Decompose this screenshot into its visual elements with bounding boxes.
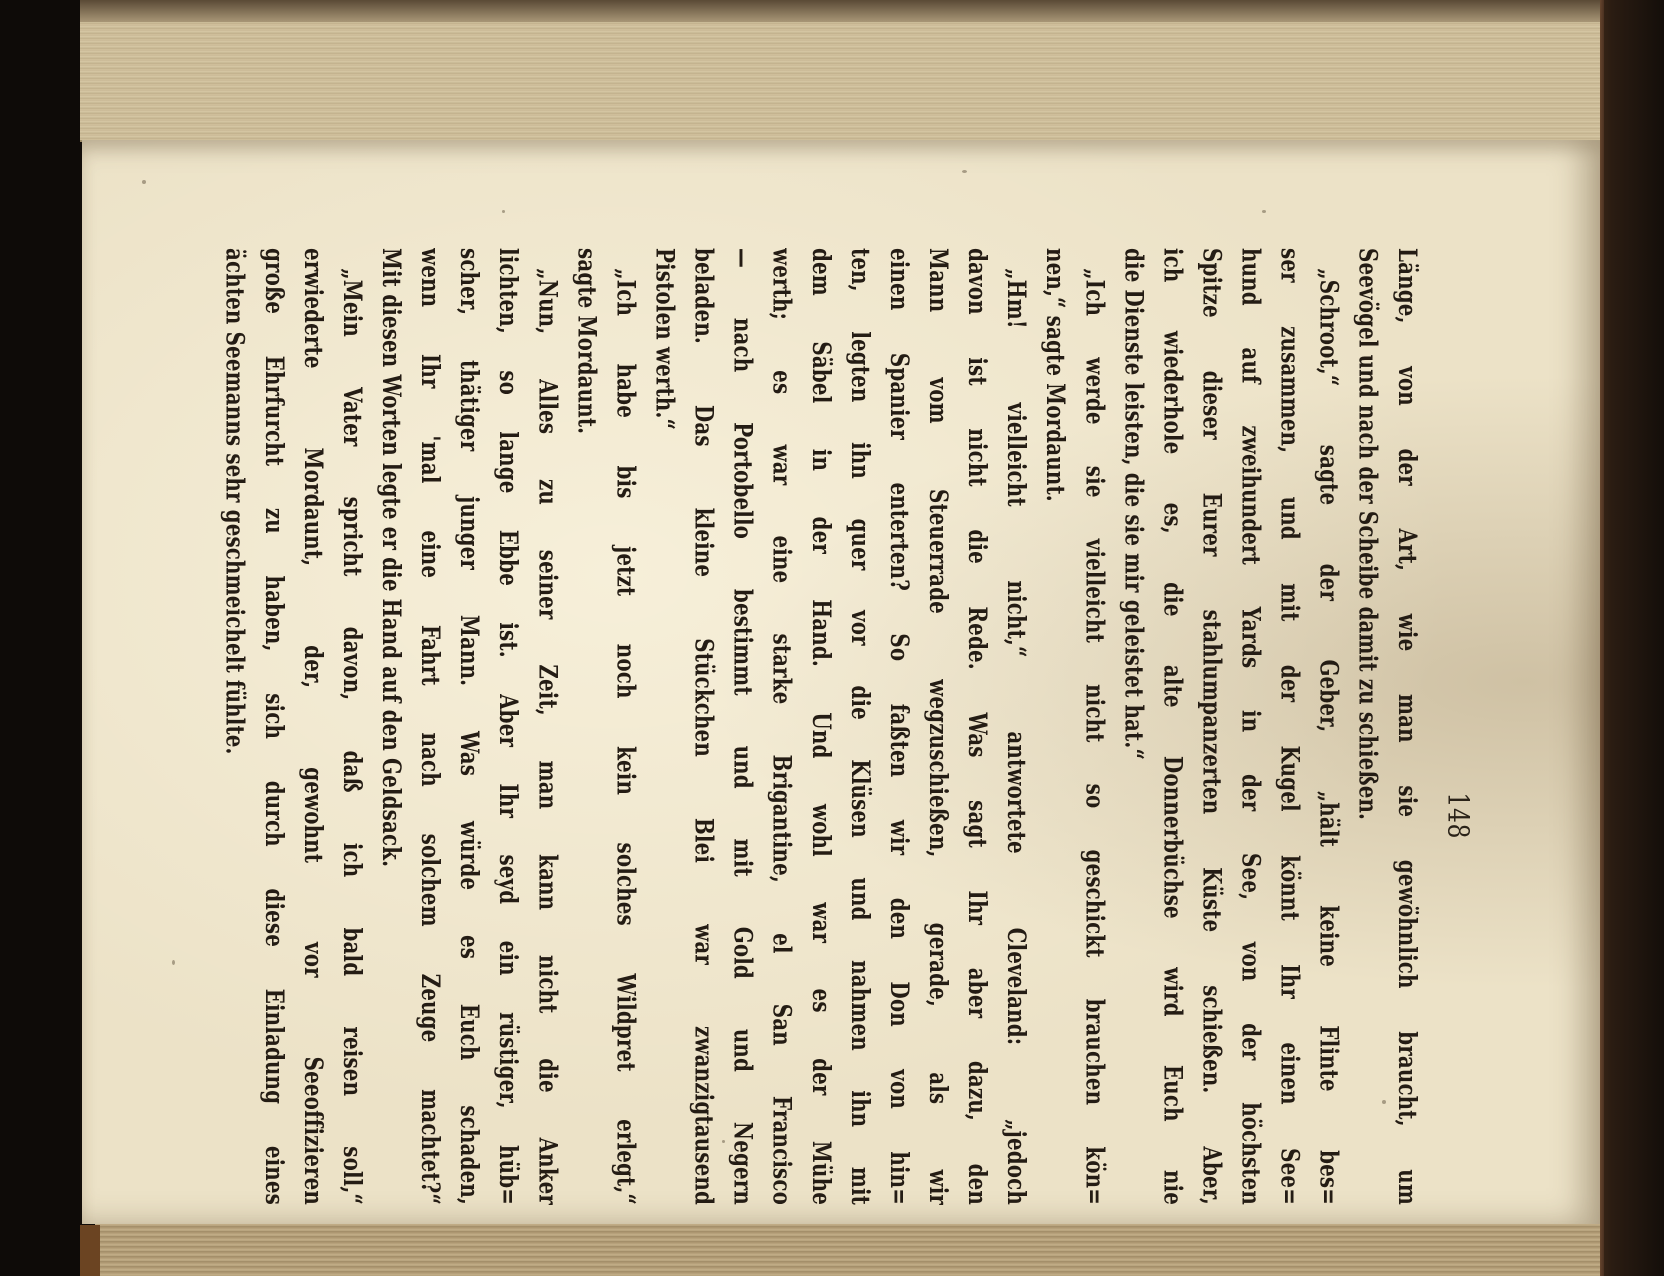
text-line: Mann vom Steuerrade wegzuschießen, gerade, als wir: [923, 248, 953, 1205]
text-line: die Dienste leisten, die sie mir geleistet hat.“: [1118, 248, 1148, 761]
bottom-cover-corner: [80, 1225, 100, 1276]
paper-speck: [962, 170, 967, 173]
text-line: „Schroot,“ sagte der Geber, „hält keine Flinte bes=: [1313, 268, 1344, 1205]
text-area: [215, 248, 1475, 1205]
paper-speck: [172, 960, 175, 965]
text-line: wenn Ihr 'mal eine Fahrt nach solchem Zeuge machtet?“: [415, 248, 445, 1205]
text-line: „Hm! vielleicht nicht,“ antwortete Cleveland: „jedoch: [1001, 268, 1031, 1205]
paper-speck: [502, 210, 505, 213]
text-lines: [215, 248, 1426, 1205]
text-inner: [215, 248, 1475, 1205]
text-line: sagte Mordaunt.: [571, 248, 601, 435]
text-line: „Ich habe bis jetzt noch kein solches Wildpret erlegt,“: [610, 268, 640, 1205]
text-line: beladen. Das kleine Stückchen Blei war zwanzigtausend: [688, 248, 719, 1205]
text-line: Seevögel und nach der Scheibe damit zu schießen.: [1352, 248, 1383, 821]
text-line: „Nun, Alles zu seiner Zeit, man kann nicht die Anker: [532, 268, 562, 1205]
text-line: lichten, so lange Ebbe ist. Aber Ihr seyd ein rüstiger, hüb=: [493, 248, 523, 1205]
text-line: ser zusammen, und mit der Kugel könnt Ihr einen See=: [1274, 248, 1305, 1205]
text-line: große Ehrfurcht zu haben, sich durch diese Einladung eines: [258, 248, 289, 1205]
text-line: ich wiederhole es, die alte Donnerbüchse wird Euch nie: [1157, 248, 1187, 1205]
table-edge: [0, 0, 80, 1276]
text-line: dem Säbel in der Hand. Und wohl war es der Mühe: [805, 248, 836, 1205]
text-line: Spitze dieser Eurer stahlumpanzerten Küste schießen. Aber,: [1196, 248, 1226, 1205]
text-line: hund auf zweihundert Yards in der See, von der höchsten: [1235, 248, 1265, 1205]
page-number: 148: [1440, 792, 1475, 840]
paper-speck: [1262, 210, 1266, 213]
page-stack-shadow: [80, 0, 1600, 22]
text-line: Mit diesen Worten legte er die Hand auf den Geldsack.: [376, 248, 406, 868]
text-line: davon ist nicht die Rede. Was sagt Ihr aber dazu, den: [962, 248, 992, 1205]
bottom-page-edges: [95, 1222, 1600, 1276]
rotated-text-block: [215, 248, 1475, 1205]
paper-speck: [142, 180, 146, 184]
text-line: — nach Portobello bestimmt und mit Gold und Negern: [727, 248, 758, 1205]
text-line: ten, legten ihn quer vor die Klüsen und nahmen ihn mit: [845, 248, 875, 1205]
text-line: erwiederte Mordaunt, der, gewohnt vor Seeoffizieren: [298, 248, 328, 1205]
text-line: nen,“ sagte Mordaunt.: [1040, 248, 1070, 502]
text-line: „Ich werde sie vielleicht nicht so geschickt brauchen kön=: [1079, 268, 1109, 1205]
text-line: einen Spanier enterten? So faßten wir den Don von hin=: [884, 248, 914, 1205]
text-line: „Mein Vater spricht davon, daß ich bald reisen soll,“: [337, 268, 367, 1205]
text-line: Pistolen werth.“: [649, 248, 679, 431]
text-line: werth; es war eine starke Brigantine, el San Francisco: [766, 248, 797, 1205]
text-line: Länge, von der Art, wie man sie gewöhnlich braucht, um: [1391, 248, 1422, 1205]
text-line: scher, thätiger junger Mann. Was würde es Euch schaden,: [454, 248, 484, 1205]
text-line: ächten Seemanns sehr geschmeichelt fühlte.: [219, 248, 250, 755]
